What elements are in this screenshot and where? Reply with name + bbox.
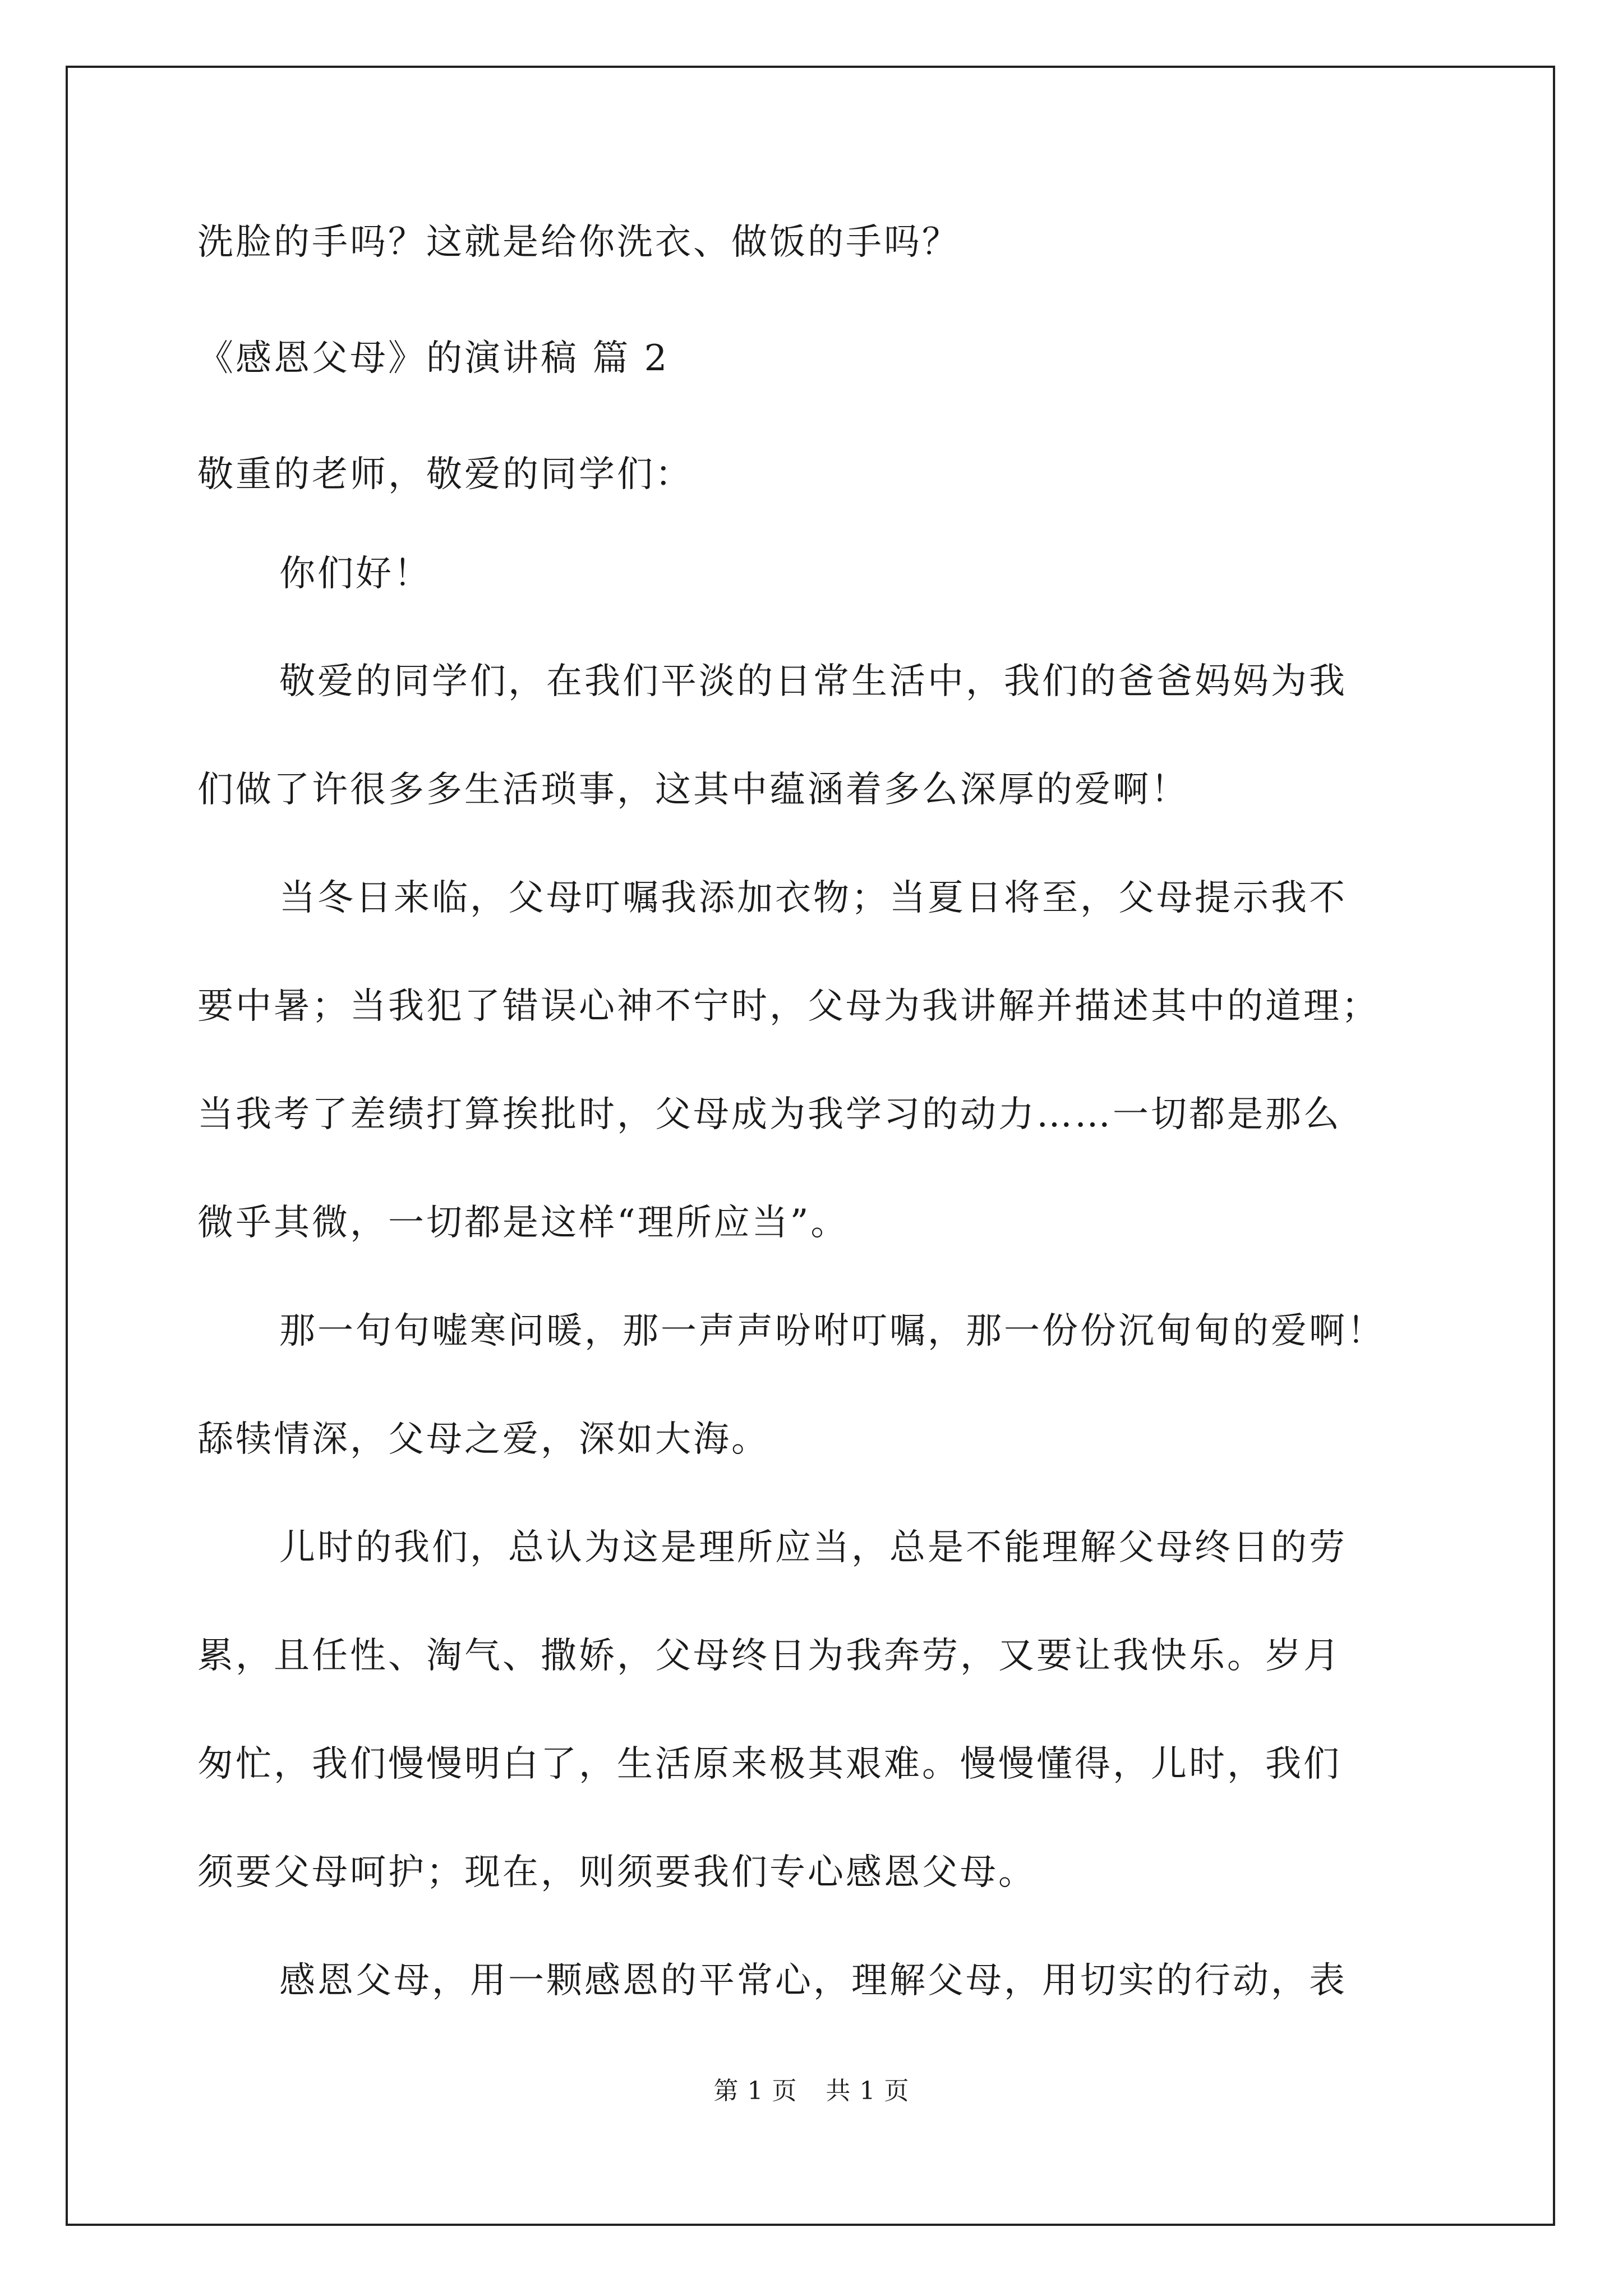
paragraph-line: 当我考了差绩打算挨批时，父母成为我学习的动力……一切都是那么 [197,1094,1341,1135]
paragraph-line: 累，且任性、淘气、撒娇，父母终日为我奔劳，又要让我快乐。岁月 [197,1635,1341,1677]
page-border [66,66,1555,2226]
salutation: 敬重的老师，敬爱的同学们： [197,454,693,495]
paragraph-line: 须要父母呵护；现在，则须要我们专心感恩父母。 [197,1852,1036,1893]
section-heading: 《感恩父母》的演讲稿 篇 2 [197,338,670,379]
paragraph-line: 微乎其微，一切都是这样“理所应当”。 [197,1202,849,1244]
page-number: 第 1 页 [713,2077,797,2105]
paragraph-line: 感恩父母，用一颗感恩的平常心，理解父母，用切实的行动，表 [279,1960,1347,2001]
paragraph-line: 当冬日来临，父母叮嘱我添加衣物；当夏日将至，父母提示我不 [279,877,1347,919]
paragraph-line: 舔犊情深，父母之爱，深如大海。 [197,1419,769,1460]
paragraph-line: 匆忙，我们慢慢明白了，生活原来极其艰难。慢慢懂得，儿时，我们 [197,1743,1341,1785]
text-line: 洗脸的手吗？这就是给你洗衣、做饭的手吗？ [197,222,960,263]
page-total: 共 1 页 [826,2077,910,2105]
greeting: 你们好！ [279,553,432,595]
paragraph-line: 们做了许很多多生活琐事，这其中蕴涵着多么深厚的爱啊！ [197,769,1189,811]
paragraph-line: 敬爱的同学们，在我们平淡的日常生活中，我们的爸爸妈妈为我 [279,661,1347,702]
paragraph-line: 要中暑；当我犯了错误心神不宁时，父母为我讲解并描述其中的道理； [197,986,1380,1027]
paragraph-line: 那一句句嘘寒问暖，那一声声吩咐叮嘱，那一份份沉甸甸的爱啊！ [279,1310,1385,1352]
page-footer [0,2074,1623,2108]
paragraph-line: 儿时的我们，总认为这是理所应当，总是不能理解父母终日的劳 [279,1527,1347,1568]
